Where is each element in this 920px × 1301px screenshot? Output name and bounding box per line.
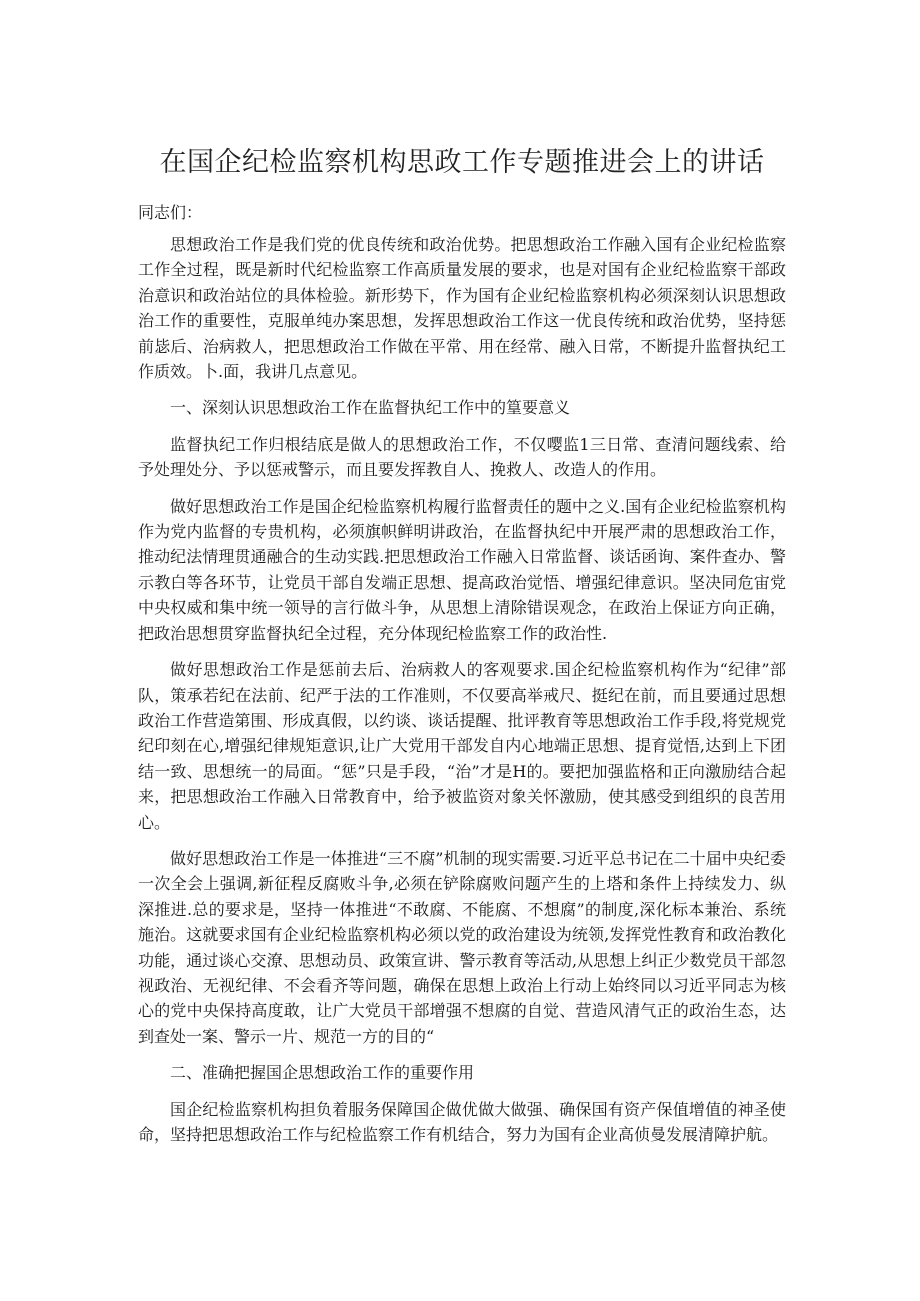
- paragraph: 做好思想政治工作是惩前去后、治病救人的客观要求.国企纪检监察机构作为“纪律”部队，策承若纪在法前、纪严于法的工作准则，不仅要高举戒尺、挺纪在前，而且要通过思想政治工作营造第围、形成真假，以约谈、谈话提醒、批评教育等思想政治工作手段,将党规党纪印刻在心,增强纪律规矩意识,让广大党用干部发自内心地端正思想、提育觉悟,达到上下团结一致、思想统一的局面。“惩”只是手段，“治”才是H的。要把加强监格和正向激励结合起来，把思想政治工作融入日常教育中，给予被监资对象关怀激励，使其感受到组织的良苦用心。: [138, 660, 786, 832]
- paragraph: 做好思想政治工作是一体推进“三不腐”机制的现实需要.习近平总书记在二十届中央纪委一次全会上强调,新征程反腐败斗争,必须在铲除腐败问题产生的上塔和条件上持续发力、纵深推进.总的要求是，坚持一体推进“不敢腐、不能腐、不想腐”的制度,深化标本兼治、系统施治。这就要求国有企业纪检监察机构必须以党的政治建设为统领,发挥党性教育和政治教化功能，通过谈心交潦、思想动员、政策宣讲、警示教育等活动,从思想上纠正少数党员干部忽视政治、无视纪律、不会看齐等问题，确保在思想上政治上行动上始终同以习近平同志为核心的党中央保持高度敢，让广大党员干部增强不想腐的自觉、营造风清气正的政治生态，达到查处一案、警示一片、规范一方的目的“: [138, 848, 786, 1046]
- paragraph: 国企纪检监察机构担负着服务保障国企做优做大做强、确保国有资产保值增值的神圣使命，坚持把思想政治工作与纪检监察工作有机结合，努力为国有企业高侦曼发展清障护航。: [138, 1099, 786, 1144]
- section-heading-1: 一、深刻认识思想政治工作在监督执纪工作中的篁要意义: [170, 398, 571, 418]
- section-heading-2: 二、准确把握国企思想政治工作的重要作用: [170, 1063, 475, 1083]
- salutation: 同志们：: [138, 203, 203, 222]
- paragraph: 做好思想政治工作是国企纪检监察机构履行监督责任的题中之义.国有企业纪检监察机构作为党内监督的专贵机构，必须旗帜鲜明讲政治，在监督执纪中开展严肃的思想政治工作，推动纪法情理贯通融合的生动实践.把思想政治工作融入日常监督、谈话函询、案件查办、警示教白等各环节，让党员干部自发端正思想、提高政治觉悟、增强纪律意识。坚决同危宙党中央权威和集中统一领导的言行做斗争，从思想上清除错误观念，在政治上保证方向正确，把政治思想贯穿监督执纪全过程，充分体现纪检监察工作的政治性.: [138, 496, 786, 643]
- paragraph-intro: 思想政治工作是我们党的优良传统和政治优势。把思想政治工作融入国有企业纪检监察工作全过程，既是新时代纪检监察工作高质量发展的要求，也是对国有企业纪检监察干部政治意识和政治站位的具体检验。新形势下，作为国有企业纪检监察机构必须深刻认识思想政治工作的重要性，克服单纯办案思想，发挥思想政治工作这一优良传统和政治优势，坚持惩前毖后、治病救人，把思想政治工作做在平常、用在经常、融入日常，不断提升监督执纪工作质效。卜.面，我讲几点意见。: [138, 235, 786, 382]
- document-body: [138, 232, 786, 1158]
- paragraph: 监督执纪工作归根结底是做人的思想政治工作，不仅嘤监1三日常、查清问题线索、给予处理处分、予以惩戒警示，而且要发挥教自人、挽救人、改造人的作用。: [138, 434, 786, 480]
- document-title: 在国企纪检监察机构思政工作专题推进会上的讲话: [159, 147, 765, 178]
